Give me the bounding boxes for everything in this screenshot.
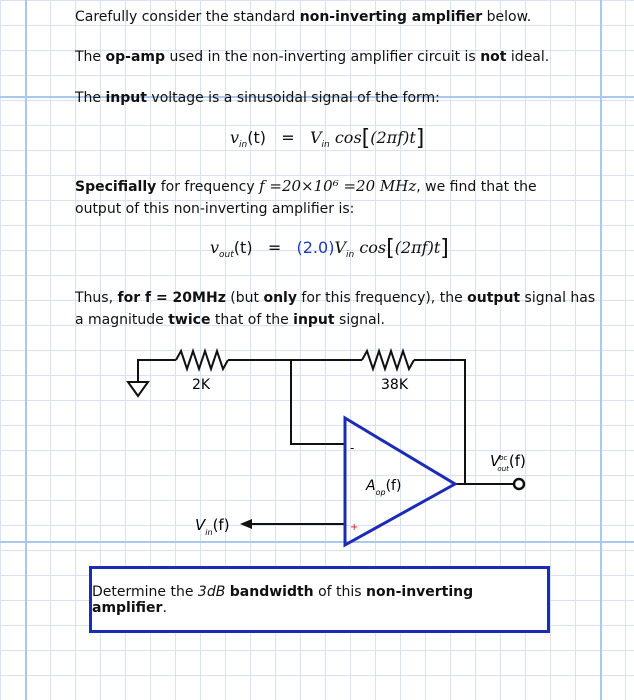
eq-arg: (t) — [247, 128, 267, 147]
text: output of this non-inverting amplifier is: — [75, 201, 355, 217]
vout-label: Voc out(f) — [490, 452, 526, 473]
eq-symbol: v — [230, 128, 240, 147]
emphasis: twice — [168, 312, 211, 328]
eq-arg: (2πf)t — [370, 128, 416, 147]
input-arrow-icon — [240, 519, 252, 529]
emphasis: non-inverting amplifier — [299, 9, 483, 25]
gain-label: $A_{op}(f)$ — [366, 478, 402, 497]
task-box — [89, 566, 550, 633]
vin-label: $V_{in}(f)$ — [195, 516, 230, 537]
text: for this frequency), the — [296, 290, 468, 306]
resistor-r2 — [362, 351, 414, 369]
text: signal. — [334, 312, 385, 328]
text: for frequency — [156, 179, 260, 195]
resistor-r1 — [176, 351, 228, 369]
eq-symbol: V — [334, 238, 346, 257]
eq-func: cos — [359, 238, 387, 257]
ground-icon — [128, 382, 148, 396]
emphasis: input — [105, 90, 147, 106]
noninverting-input-sign: + — [350, 522, 359, 533]
bracket: ] — [440, 236, 449, 261]
eq-equals: = — [281, 128, 295, 147]
eq-func: cos — [334, 128, 362, 147]
eq-subscript: in — [321, 140, 330, 150]
eq-subscript: out — [219, 250, 234, 260]
emphasis: Specifially — [75, 179, 157, 195]
eq-symbol: v — [210, 238, 220, 257]
eq-equals: = — [267, 238, 282, 257]
text: Carefully consider the standard — [75, 9, 300, 25]
text: Thus, — [75, 290, 118, 306]
text: a magnitude — [75, 312, 169, 328]
eq-gain: (2.0) — [296, 238, 335, 257]
inverting-input-sign: - — [350, 441, 355, 455]
text: below. — [482, 9, 532, 25]
text: ideal. — [506, 49, 550, 65]
bracket: [ — [386, 236, 395, 261]
eq-arg: (2πf)t — [394, 238, 441, 257]
text: The — [75, 49, 106, 65]
emphasis: input — [293, 312, 335, 328]
bracket: ] — [415, 126, 425, 151]
eq-symbol: V — [309, 128, 322, 147]
emphasis: not — [480, 49, 507, 65]
emphasis: for f = 20MHz — [117, 290, 226, 306]
task-text: Determine the 3dB bandwidth of this non-inverting amplifier. — [92, 583, 474, 616]
r2-label: 38K — [381, 377, 408, 393]
text: (but — [225, 290, 264, 306]
text: The — [75, 90, 106, 106]
bracket: [ — [361, 126, 371, 151]
frequency-math: f =20×10⁶ =20 MHz — [259, 177, 417, 195]
ground-wire — [138, 360, 176, 382]
emphasis: output — [467, 290, 521, 306]
emphasis: op-amp — [105, 49, 166, 65]
eq-subscript: in — [346, 250, 355, 260]
output-terminal-icon — [514, 479, 524, 489]
text: used in the non-inverting amplifier circuit is — [165, 49, 481, 65]
r1-label: 2K — [192, 377, 211, 393]
text: signal has — [520, 290, 596, 306]
text: voltage is a sinusoidal signal of the form: — [146, 90, 440, 106]
eq-subscript: in — [239, 140, 248, 150]
text: that of the — [210, 312, 294, 328]
text: , we find that the — [416, 179, 537, 195]
eq-arg: (t) — [233, 238, 253, 257]
feedback-wire — [291, 360, 345, 444]
emphasis: only — [263, 290, 297, 306]
